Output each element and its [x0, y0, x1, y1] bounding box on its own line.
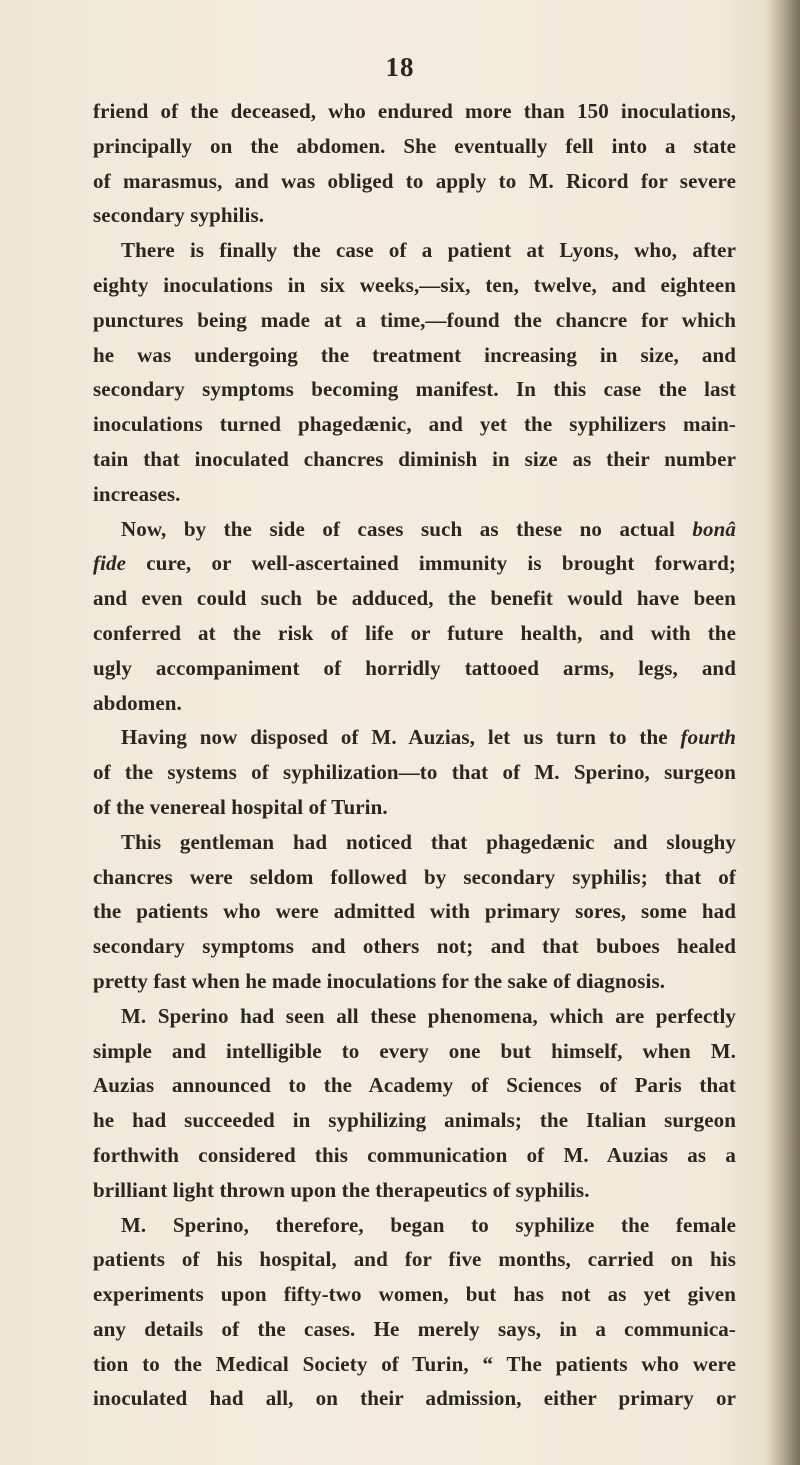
text-line: principally on the abdomen. She eventually fell into a state	[93, 133, 736, 158]
text-line: eighty inoculations in six weeks,—six, ten, twelve, and eighteen	[93, 272, 736, 297]
text-line: any details of the cases. He merely says, in a communica-	[93, 1316, 736, 1341]
text-line: pretty fast when he made inoculations for the sake of diagnosis.	[93, 968, 666, 993]
paragraph-start-line: Having now disposed of M. Auzias, let us turn to the fourth	[121, 725, 736, 750]
text-line: Auzias announced to the Academy of Sciences of Paris that	[93, 1073, 736, 1098]
italic-term: bonâ	[692, 516, 736, 541]
text-line: tion to the Medical Society of Turin, “ The patients who were	[93, 1351, 736, 1376]
paragraph-start-line: M. Sperino had seen all these phenomena, which are perfectly	[121, 1003, 736, 1028]
page-number: 18	[385, 52, 415, 82]
text-line: simple and intelligible to every one but himself, when M.	[93, 1038, 736, 1063]
text-line: he had succeeded in syphilizing animals; the Italian surgeon	[93, 1108, 736, 1133]
paragraph-start-line: This gentleman had noticed that phagedænic and sloughy	[121, 829, 736, 854]
text-line: secondary symptoms becoming manifest. In this case the last	[93, 377, 736, 402]
text-line: conferred at the risk of life or future health, and with the	[93, 620, 736, 645]
text-line: secondary syphilis.	[93, 203, 265, 228]
body-text	[93, 94, 736, 1416]
text-line: ugly accompaniment of horridly tattooed arms, legs, and	[93, 655, 736, 680]
text-line: chancres were seldom followed by secondary syphilis; that of	[93, 864, 736, 889]
text-line: secondary symptoms and others not; and that buboes healed	[93, 934, 736, 959]
paragraph-start-line: M. Sperino, therefore, began to syphilize the female	[121, 1212, 736, 1237]
text-line: tain that inoculated chancres diminish in size as their number	[93, 446, 736, 471]
italic-term: fourth	[680, 725, 736, 750]
text-line: inoculations turned phagedænic, and yet the syphilizers main-	[93, 412, 736, 437]
text-line: forthwith considered this communication of M. Auzias as a	[93, 1142, 736, 1167]
text-line: abdomen.	[93, 690, 182, 715]
text-line: experiments upon fifty-two women, but has not as yet given	[93, 1282, 736, 1307]
text-line: fide cure, or well-ascertained immunity is brought forward;	[93, 551, 736, 576]
page-binding-edge	[766, 0, 800, 1465]
text-line: brilliant light thrown upon the therapeutics of syphilis.	[93, 1177, 590, 1202]
text-line: inoculated had all, on their admission, either primary or	[93, 1386, 736, 1411]
text-line: the patients who were admitted with primary sores, some had	[93, 899, 736, 924]
text-line: punctures being made at a time,—found the chancre for which	[93, 307, 736, 332]
text-line: increases.	[93, 481, 181, 506]
paragraph-start-line: There is finally the case of a patient at Lyons, who, after	[121, 238, 736, 263]
text-line: patients of his hospital, and for five months, carried on his	[93, 1247, 736, 1272]
text-line: he was undergoing the treatment increasing in size, and	[93, 342, 736, 367]
text-line: of marasmus, and was obliged to apply to M. Ricord for severe	[93, 168, 736, 193]
italic-term: fide	[93, 551, 127, 576]
paragraph-start-line: Now, by the side of cases such as these no actual bonâ	[121, 516, 736, 541]
text-line: of the venereal hospital of Turin.	[93, 794, 388, 819]
text-line: and even could such be adduced, the benefit would have been	[93, 586, 736, 611]
text-line: friend of the deceased, who endured more than 150 inoculations,	[93, 99, 736, 123]
text-line: of the systems of syphilization—to that of M. Sperino, surgeon	[93, 760, 736, 785]
